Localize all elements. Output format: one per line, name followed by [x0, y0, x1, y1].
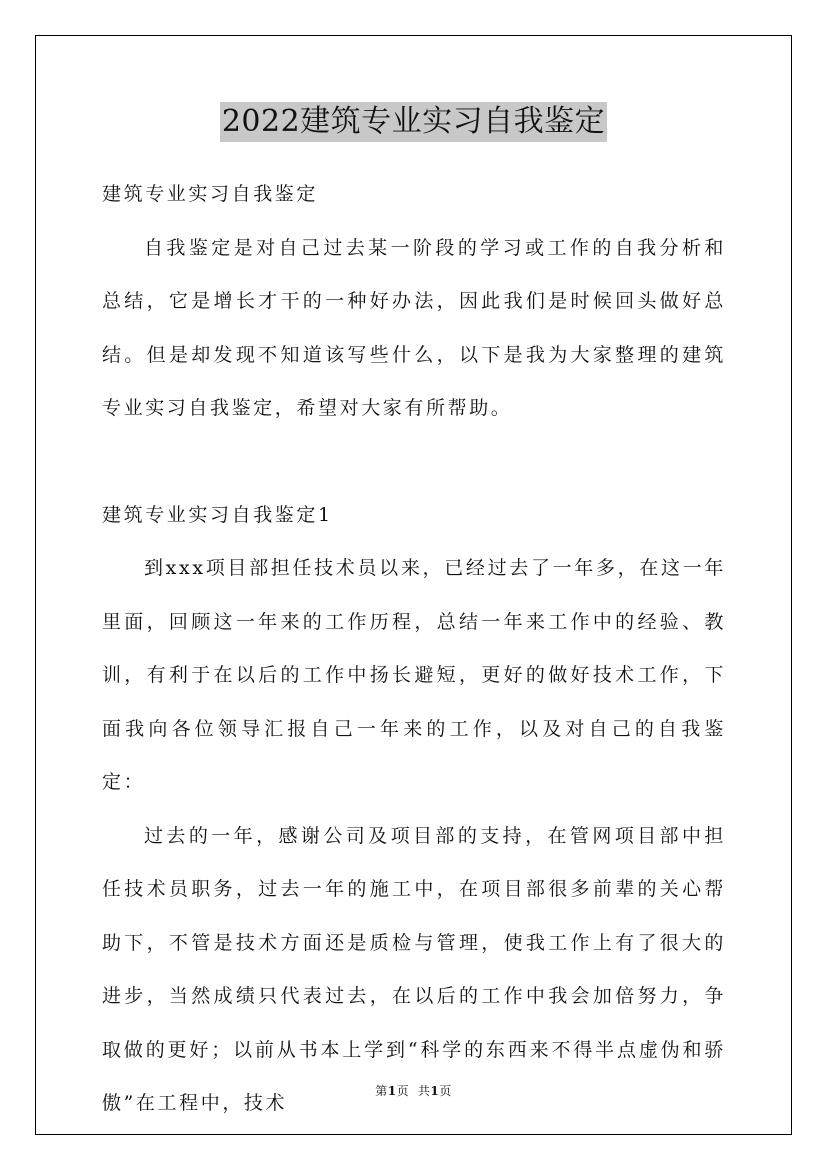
intro-paragraph: 自我鉴定是对自己过去某一阶段的学习或工作的自我分析和总结，它是增长才干的一种好办法，因此我们是时候回头做好总结。但是却发现不知道该写些什么，以下是我为大家整理的建筑专业实习自我鉴定，希望对大家有所帮助。 [102, 236, 726, 419]
intro-heading: 建筑专业实习自我鉴定 [102, 183, 319, 205]
footer-page-suffix: 页 [396, 1084, 410, 1098]
footer-page-number: 1 [387, 1084, 397, 1098]
section1-paragraph-1: 到xxx项目部担任技术员以来，已经过去了一年多，在这一年里面，回顾这一年来的工作历程，总结一年来工作中的经验、教训，有利于在以后的工作中扬长避短，更好的做好技术工作，下面我向各位领导汇报自己一年来的工作，以及对自己的自我鉴定： [102, 557, 726, 793]
footer-page-prefix: 第 [375, 1084, 388, 1098]
footer-total-pages: 1 [430, 1084, 440, 1098]
footer-total-prefix: 共 [417, 1084, 431, 1098]
section1-paragraph-2: 过去的一年，感谢公司及项目部的支持，在管网项目部中担任技术员职务，过去一年的施工中，在项目部很多前辈的关心帮助下，不管是技术方面还是质检与管理，使我工作上有了很大的进步，当然成绩只代表过去，在以后的工作中我会加倍努力，争取做的更好；以前从书本上学到“科学的东西来不得半点虚伪和骄傲”在工程中，技术 [102, 824, 726, 1114]
section-spacer [102, 436, 726, 489]
document-body [102, 168, 726, 1131]
footer-total-suffix: 页 [439, 1084, 452, 1098]
page-footer [0, 1082, 827, 1099]
document-title [0, 101, 827, 142]
document-title-text: 2022建筑专业实习自我鉴定 [220, 102, 607, 142]
section1-heading: 建筑专业实习自我鉴定1 [102, 503, 333, 526]
